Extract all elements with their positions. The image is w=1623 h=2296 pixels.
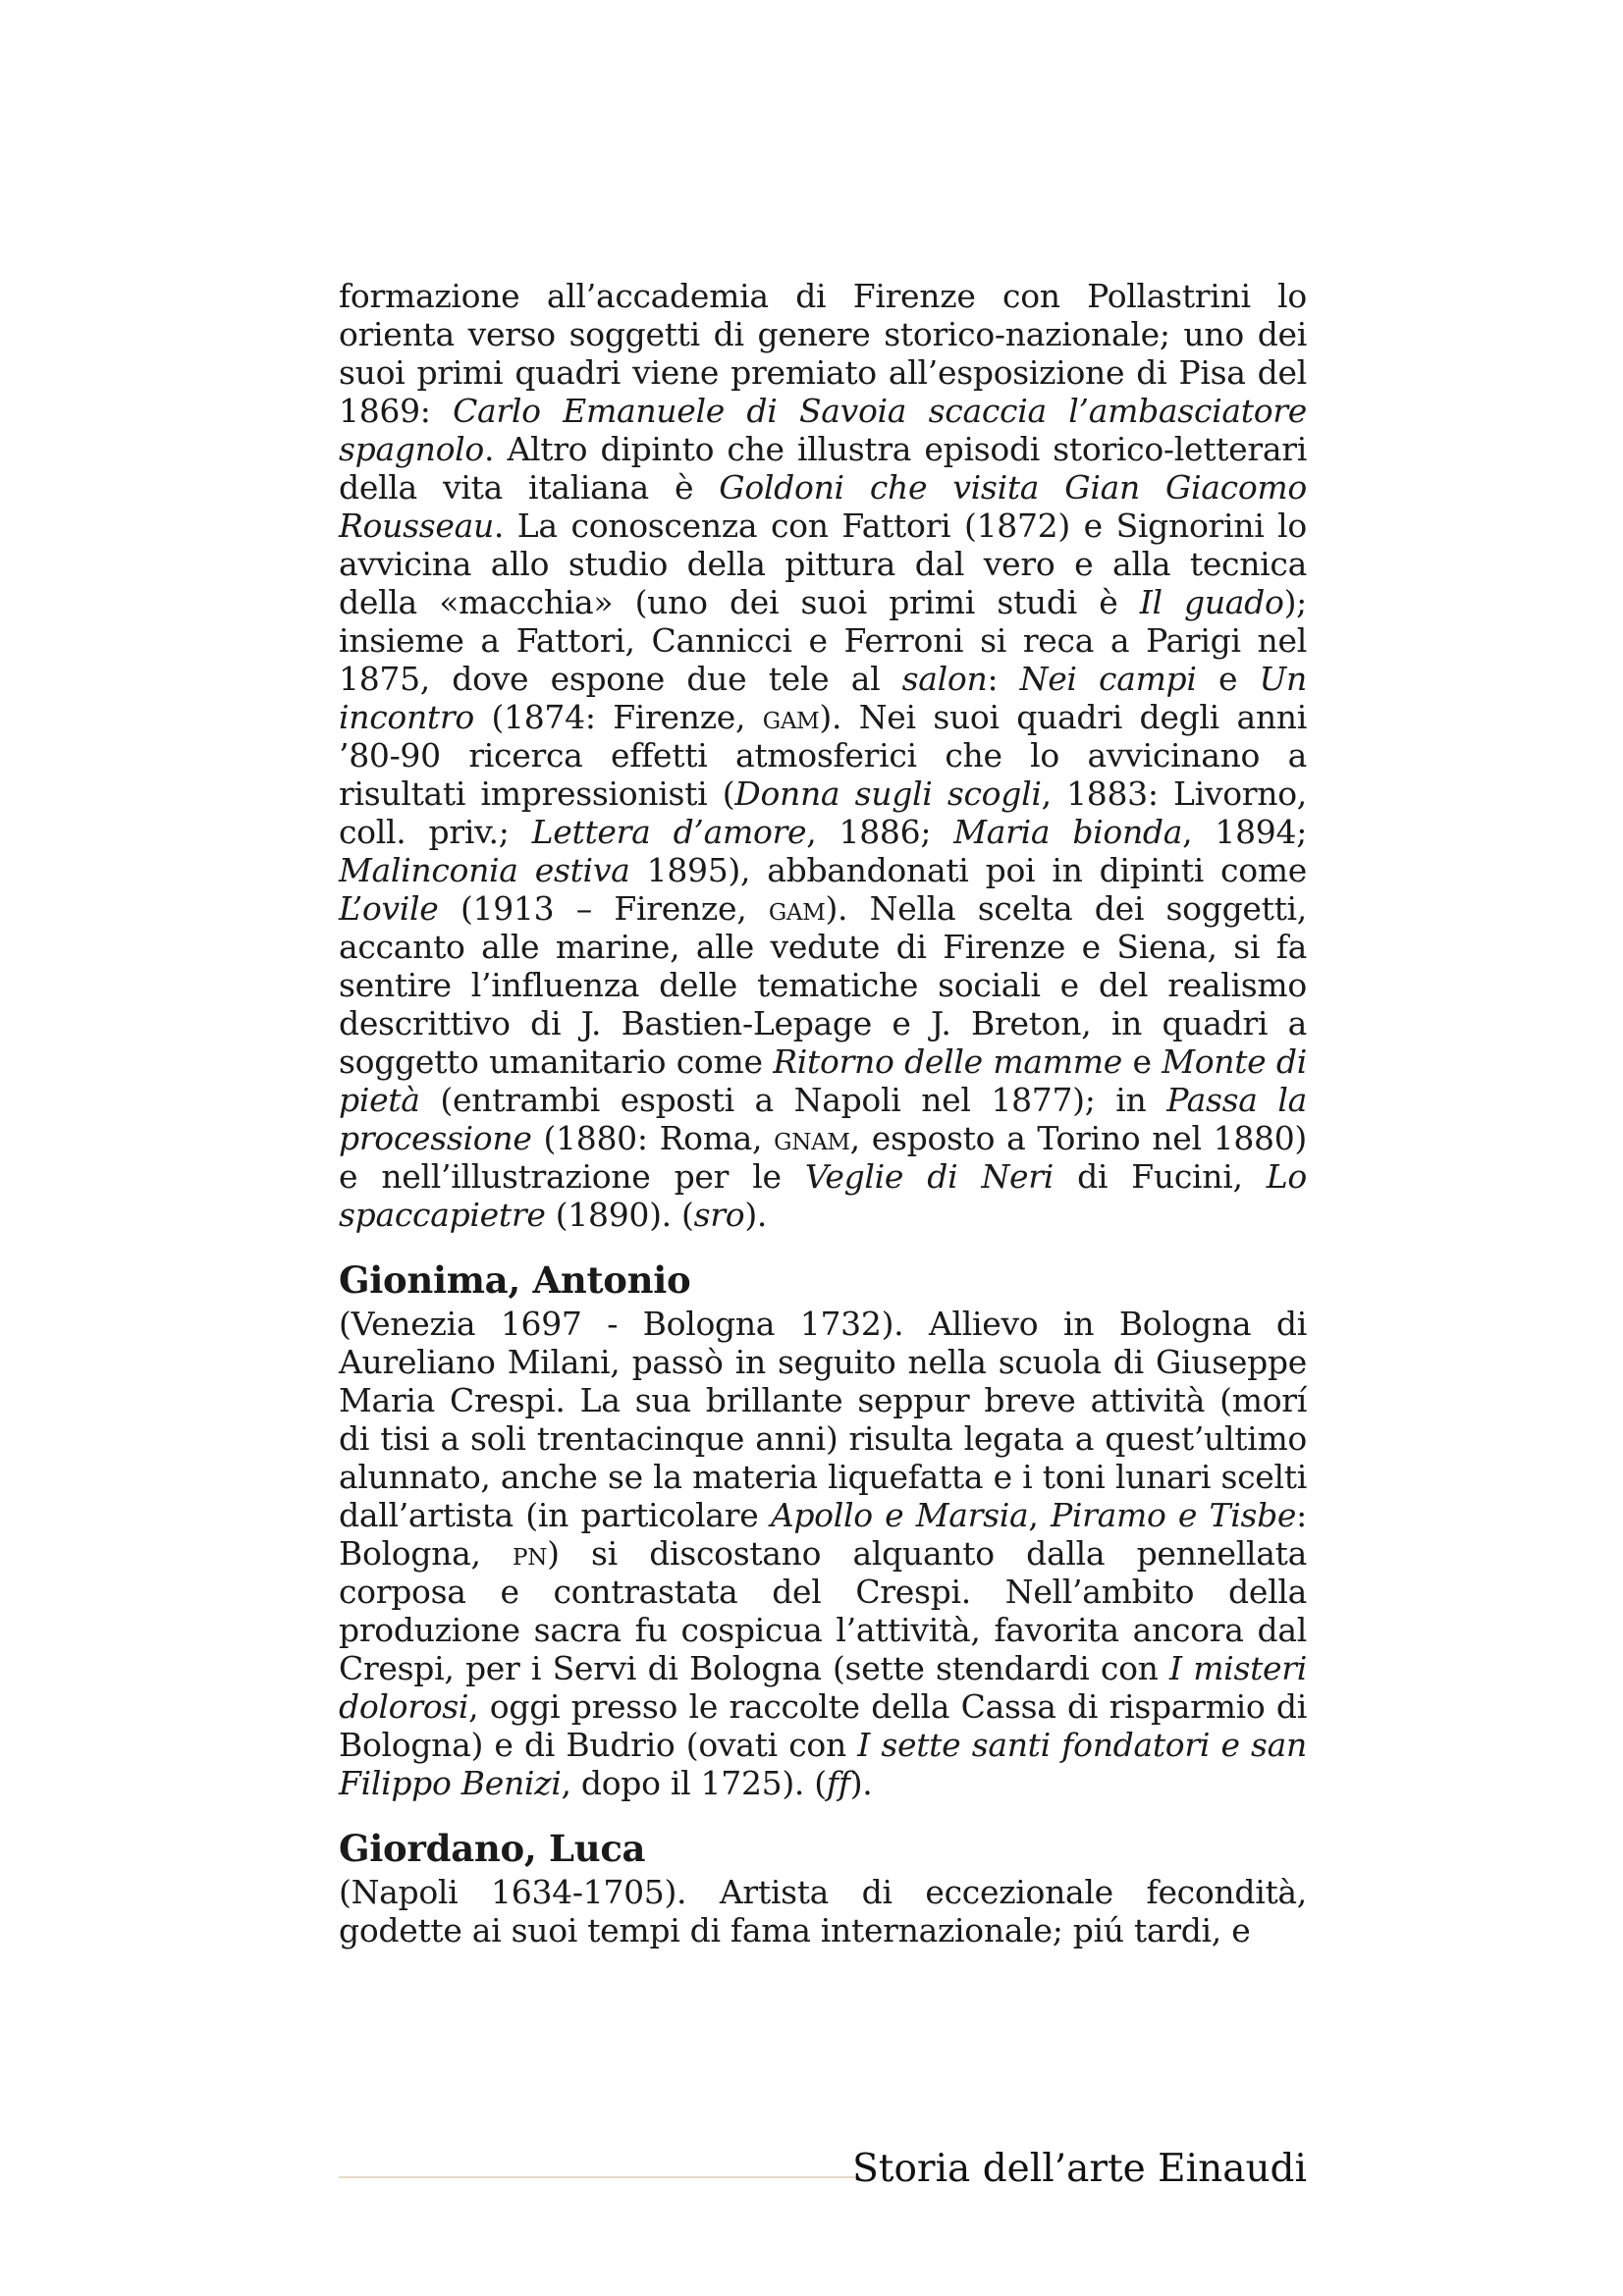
text-run: , 1886; [806, 813, 954, 851]
text-run: , 1894; [1182, 813, 1308, 851]
text-run: (1890). ( [545, 1196, 694, 1234]
italic-text: Passa la processione [339, 1081, 1307, 1157]
text-run: (1913 – Firenze, [438, 889, 769, 928]
text-run: (1874: Firenze, [473, 698, 763, 736]
italic-text: Donna sugli scogli [734, 774, 1042, 813]
text-run: 1895), abbandonati poi in dipinti come [629, 851, 1308, 889]
italic-text: Lettera d’amore [531, 813, 807, 851]
text-run: (entrambi esposti a Napoli nel 1877); in [419, 1081, 1167, 1119]
text-run: , oggi presso le raccolte della Cassa di risparmio di Bologna) e di Budrio (ovati con [339, 1687, 1307, 1764]
text-run: ). Nella scelta dei soggetti, accanto alle marine, alle vedute di Firenze e Siena, si fa sentire l’influenza delle tematiche sociali e del realismo descrittivo di J. Bastien-Lepage e J. Breton, in quadri a soggetto umanitario come [339, 889, 1307, 1081]
text-run: e [1121, 1042, 1163, 1081]
text-run: : [987, 660, 1020, 698]
italic-text: Il guado [1139, 583, 1284, 621]
text-run: (Napoli 1634-1705). Artista di eccezionale fecondità, godette ai suoi tempi di fama internazionale; piú tardi, e [339, 1873, 1307, 1949]
text-run: , 1883: Livorno, coll. priv.; [339, 774, 1307, 851]
text-run: (Venezia 1697 - Bologna 1732). Allievo in Bologna di Aureliano Milani, passò in seguito nella scuola di Giuseppe Maria Crespi. La sua brillante seppur breve attività (morí di tisi a soli trentacinque anni) risulta legata a quest’ultimo alunnato, anche se la materia liquefatta e i toni lunari scelti dall’artista (in particolare [339, 1305, 1307, 1534]
text-run: ). [744, 1196, 768, 1234]
page-footer [339, 2140, 1307, 2199]
text-run: . Altro dipinto che illustra episodi storico-letterari della vita italiana è [339, 430, 1307, 507]
entry-text [339, 277, 1307, 1234]
entry-text [339, 1873, 1307, 1949]
italic-text: Un incontro [339, 660, 1307, 736]
entry-heading: Gionima, Antonio [339, 1258, 691, 1302]
text-run: : Bologna, [339, 1496, 1307, 1573]
abbreviation: gnam [774, 1119, 850, 1157]
text-run: ); insieme a Fattori, Cannicci e Ferroni si reca a Parigi nel 1875, dove espone due tele al [339, 583, 1307, 698]
italic-text: I misteri dolorosi [339, 1649, 1307, 1726]
italic-text: ff [826, 1764, 850, 1802]
text-run: ) si discostano alquanto dalla pennellata corposa e contrastata del Crespi. Nell’ambito della produzione sacra fu cospicua l’attività, favorita ancora dal Crespi, per i Servi di Bologna (sette stendardi con [339, 1534, 1308, 1687]
italic-text: I sette santi fondatori e san Filippo Benizi [339, 1726, 1307, 1802]
text-run: ). Nei suoi quadri degli anni ’80-90 ricerca effetti atmosferici che lo avvicinano a risultati impressionisti ( [339, 698, 1308, 813]
footer-title: Storia dell’arte Einaudi [852, 2147, 1307, 2191]
abbreviation: pn [513, 1534, 548, 1573]
text-run: (1880: Roma, [531, 1119, 775, 1157]
italic-text: salon [901, 660, 988, 698]
italic-text: Piramo e Tisbe [1050, 1496, 1297, 1534]
italic-text: L’ovile [339, 889, 439, 928]
page-body [339, 277, 1307, 1949]
italic-text: Goldoni che visita Gian Giacomo Rousseau [339, 468, 1307, 545]
italic-text: Carlo Emanuele di Savoia scaccia l’ambasciatore spagnolo [339, 392, 1307, 468]
italic-text: sro [693, 1196, 745, 1234]
text-run: formazione all’accademia di Firenze con Pollastrini lo orienta verso soggetti di genere storico-nazionale; uno dei suoi primi quadri viene premiato all’esposizione di Pisa del 1869: [339, 277, 1307, 430]
abbreviation: gam [768, 889, 826, 928]
text-run: , [1028, 1496, 1051, 1534]
text-run: . La conoscenza con Fattori (1872) e Signorini lo avvicina allo studio della pittura dal vero e alla tecnica della «macchia» (uno dei suoi primi studi è [339, 507, 1307, 621]
italic-text: Monte di pietà [339, 1042, 1307, 1119]
italic-text: Malinconia estiva [339, 851, 630, 889]
italic-text: Maria bionda [953, 813, 1183, 851]
text-run: e [1196, 660, 1260, 698]
footer-rule [339, 2176, 859, 2178]
text-run: , esposto a Torino nel 1880) e nell’illustrazione per le [339, 1119, 1307, 1196]
italic-text: Ritorno delle mamme [773, 1042, 1122, 1081]
text-run: , dopo il 1725). ( [561, 1764, 827, 1802]
italic-text: Nei campi [1019, 660, 1197, 698]
text-run: ). [849, 1764, 873, 1802]
italic-text: Lo spaccapietre [339, 1157, 1307, 1234]
entry-heading: Giordano, Luca [339, 1827, 646, 1870]
italic-text: Apollo e Marsia [770, 1496, 1029, 1534]
abbreviation: gam [762, 698, 820, 736]
entry-text [339, 1305, 1307, 1802]
italic-text: Veglie di Neri [804, 1157, 1054, 1196]
text-run: di Fucini, [1053, 1157, 1267, 1196]
